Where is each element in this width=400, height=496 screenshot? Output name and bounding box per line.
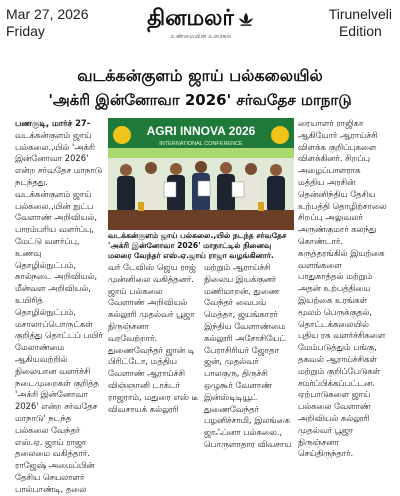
edition-city: Tirunelveli [328, 6, 392, 22]
lotus-icon [237, 10, 255, 28]
headline-line-1: வடக்கன்குளம் ஜாய் பல்கலையில் [77, 66, 323, 85]
column-4-text: ரையாளர் ராஜிகா ஆகியோர் ஆராய்ச்சி விளக்க குறிப்புகளை விளக்கினர். சிறப்பு அழைப்பாளராக மத்திய அரசின் தென்னிந்திய தேசிய உற்பத்தி தொழிற்சாலை சிறப்பு அலுவலர் அருண்குமார் கலந்து கொண்டார். கருத்தரங்கில் இயற்கை வளங்களை பாதுகாத்தல் மற்றும் அதன் உற்பத்தியை இயற்கை உரங்கள் மூலம் பெருக்குதல், தொட்டக்கலையில் புதிய ரக வளர்ச்சிகளை மேம்படுத்தும் பங்கு, தகவல் ஆராய்ச்சிகள் மற்றும் குறிப்பேடுகள் சமர்ப்பிக்கப்பட்டன. ஏற்பாடுகளை ஜாய் பல்கலை வேளாண் அறிவியல் கல்லூரி முதல்வர் பூஜா நிருஞ்சனா செய்திருந்தார். [298, 118, 387, 459]
newspaper-logo [135, 6, 267, 44]
photo-caption: வடக்கன்குளம் ஜாய் பல்கலை.,யில் நடந்த சர்வதேச 'அக்ரி இன்னோவா 2026' மாநாட்டில் நினைவு மலரை வேந்தர் எஸ்.ஏ.ஜாய் ராஜா வழங்கினார். [108, 231, 287, 260]
masthead [0, 0, 400, 52]
logo-tagline: உண்மையின் உரைகல் [170, 33, 232, 40]
edition-word: Edition [338, 23, 382, 39]
logo-text-part: தினமலர் [147, 6, 234, 31]
photo-banner-subtitle: INTERNATIONAL CONFERENCE [159, 141, 243, 147]
column-3-text: மற்றும் ஆராய்ச்சி நிலைய இயக்குனர் மணிமாறன், துணை வேந்தர் வைபவ் மெத்தா, ஜயங்காரர் இந்திய வேளாண்மை கல்லூரி அசோசியேட் பேராசிரியர் ஜோதா ஜன், முதல்வர் பாலகுரு, திருச்சி ஒழுகூர் வேளாண் இன்ஸ்டிடியூட் துணைவேந்தர் பழனிச்சாமி, இலங்கை ஜாஃப்னா பல்கலை., பொருளாதார விவசாய [204, 262, 292, 449]
article-column-4 [298, 118, 388, 459]
dateline: பணகுடி, மார்ச் 27- [15, 118, 91, 128]
photo-banner-title: AGRI INNOVA 2026 [146, 124, 256, 138]
issue-date [6, 6, 89, 40]
headline-line-2: 'அக்ரி இன்னோவா 2026' சர்வதேச மாநாடு [48, 91, 352, 109]
date-text: Mar 27, 2026 [6, 6, 89, 22]
photo-table [108, 210, 294, 230]
article-column-3 [204, 262, 296, 449]
column-1-text: வடக்கன்குளம் ஜாய் பல்கலை.,யில் 'அக்ரி இன்னோவா 2026' என்ற சர்வதேச மாநாடு நடந்தது. வடக்கன்குளம் ஜாய் பல்கலை.,யின் நுட்ப வேளாண் அறிவியல், பாரம்பரிய வளர்ப்பு, மேட்டு வளர்ப்பு, உணவு தொழில்நுட்பம், கால்நடை அறிவியல், மீன்வள அறிவியல், உயிரித் தொழில்நுட்பம், மசாலாப்பொருட்கள் குறித்து தொட்டப் பயிர் மேலாண்மை ஆகியவற்றில் நிலையான வளர்ச்சி நடைமுறைகள் குறித்த 'அக்ரி இன்னோவா 2026' என்ற சர்வதேச மாநாடு' நடந்த பல்கலை வேந்தர் எஸ்.ஏ. ஜாய் ராஜா தலைமை வகித்தார். ராஜேஷ் அமைப்பின் தேசிய செயலாளர் பால்பாண்டி, தலை [15, 129, 103, 494]
event-photo [108, 118, 294, 230]
event-photo-illustration [108, 118, 294, 230]
edition-label [329, 6, 392, 40]
day-text: Friday [6, 23, 45, 39]
article-column-1 [15, 118, 103, 494]
article-column-2 [108, 262, 200, 414]
column-2-text: வர் டேவிஸ் ஜெய ராஜ் முன்னிலை வகித்தனர். ஜாய் பல்கலை வேளாண் அறிவியல் கல்லூரி முதல்வர் பூஜா நிருஞ்சனா வரவேற்றார். துணைவேந்தர் ஜான் டி பிரிட்டோ, மத்திய வேளாண் ஆராய்ச்சி விஞ்ஞானி டாக்டர் ராஜராம், மதுரை எஸ் டீ விவசாயக் கல்லூரி [108, 262, 199, 414]
